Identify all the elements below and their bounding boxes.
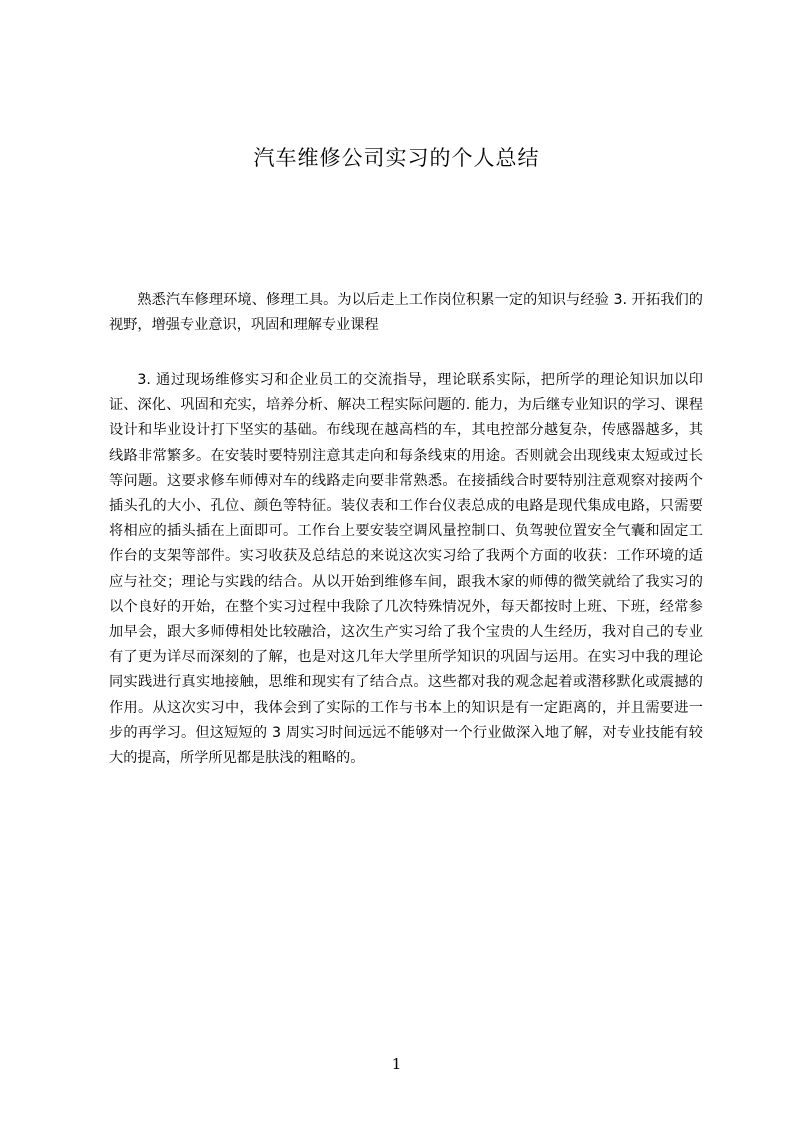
paragraph-1: 熟悉汽车修理环境、修理工具。为以后走上工作岗位积累一定的知识与经验 3. 开拓我们的视野，增强专业意识，巩固和理解专业课程 bbox=[109, 292, 703, 334]
page-number: 1 bbox=[391, 1055, 402, 1073]
paragraph-2: 3. 通过现场维修实习和企业员工的交流指导，理论联系实际，把所学的理论知识加以印证、深化、巩固和充实，培养分析、解决工程实际问题的. 能力，为后继专业知识的学习、课程设计和毕业设计打下坚实的基础。布线现在越高档的车，其电控部分越复杂，传感器越多，其线路非常繁多。在安装时要特别注意其走向和每条线束的用途。否则就会出现线束太短或过长等问题。这要求修车师傅对车的线路走向要非常熟悉。在接插线合时要特别注意观察对接两个插头孔的大小、孔位、颜色等特征。装仪表和工作台仪表总成的电路是现代集成电路，只需要将相应的插头插在上面即可。工作台上要安装空调风量控制口、负驾驶位置安全气囊和固定工作台的支架等部件。实习收获及总结总的来说这次实习给了我两个方面的收获：工作环境的适应与社交；理论与实践的结合。从以开始到维修车间，跟我木家的师傅的微笑就给了我实习的以个良好的开始，在整个实习过程中我除了几次特殊情况外，每天都按时上班、下班，经常参加早会，跟大多师傅相处比较融洽，这次生产实习给了我个宝贵的人生经历，我对自己的专业有了更为详尽而深刻的了解，也是对这几年大学里所学知识的巩固与运用。在实习中我的理论同实践进行真实地接触，思维和现实有了结合点。这些都对我的观念起着或潜移默化或震撼的作用。从这次实习中，我体会到了实际的工作与书本上的知识是有一定距离的，并且需要进一步的再学习。但这短短的 3 周实习时间远远不能够对一个行业做深入地了解，对专业技能有较大的提高，所学所见都是肤浅的粗略的。 bbox=[109, 372, 703, 767]
document-title: 汽车维修公司实习的个人总结 bbox=[253, 146, 540, 170]
